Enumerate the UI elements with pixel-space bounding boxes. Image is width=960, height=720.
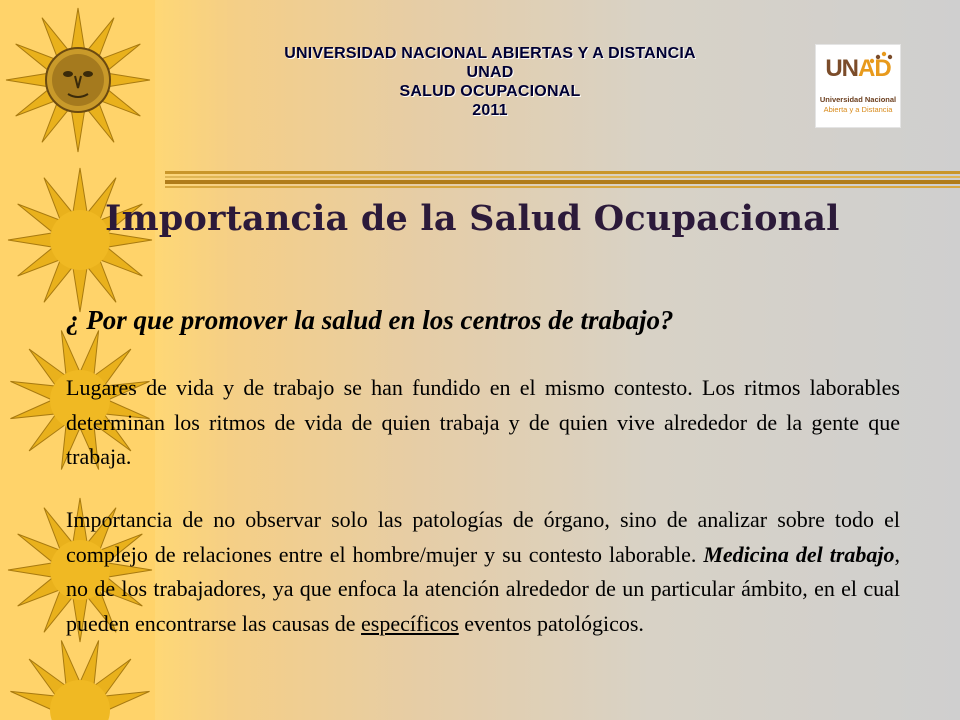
institution-header	[210, 44, 770, 120]
paragraph-2-part-3: eventos patológicos.	[458, 610, 644, 636]
paragraph-2-emphasis: Medicina del trabajo	[703, 541, 895, 567]
logo-u: U	[825, 55, 842, 82]
paragraph-2	[66, 503, 900, 641]
slide-question: ¿ Por que promover la salud en los centros de trabajo?	[66, 305, 674, 335]
logo-ad: AD	[858, 55, 891, 82]
paragraph-1: Lugares de vida y de trabajo se han fundido en el mismo contesto. Los ritmos laborables determinan los ritmos de vida de quien trabaja y de quien vive alrededor de la gente que trabaja.	[66, 375, 900, 469]
header-program: SALUD OCUPACIONAL	[399, 83, 581, 100]
header-university: UNIVERSIDAD NACIONAL ABIERTAS Y A DISTANCIA	[284, 45, 696, 62]
logo-n: N	[841, 55, 858, 82]
sun-face-icon	[6, 8, 150, 152]
paragraph-2-part-1: Importancia de no observar solo las patologías de órgano, sino de analizar sobre todo el complejo de relaciones entre el hombre/mujer y su contesto laborable.	[66, 507, 900, 567]
header-year: 2011	[472, 102, 508, 119]
logo-wordmark	[816, 55, 900, 83]
paragraph-2-part-2: , no de los trabajadores, ya que enfoca la atención alrededor de un particular ámbito, en el cual pueden encontrarse las causas de	[66, 541, 901, 636]
header-acronym: UNAD	[466, 64, 514, 81]
logo-subtitle-1: Universidad Nacional	[819, 95, 897, 104]
unad-logo	[815, 44, 901, 128]
paragraph-2-underlined: específicos	[361, 610, 459, 636]
header-divider	[165, 171, 960, 191]
logo-subtitle-2: Abierta y a Distancia	[823, 105, 893, 114]
slide-title: Importancia de la Salud Ocupacional	[105, 198, 840, 239]
